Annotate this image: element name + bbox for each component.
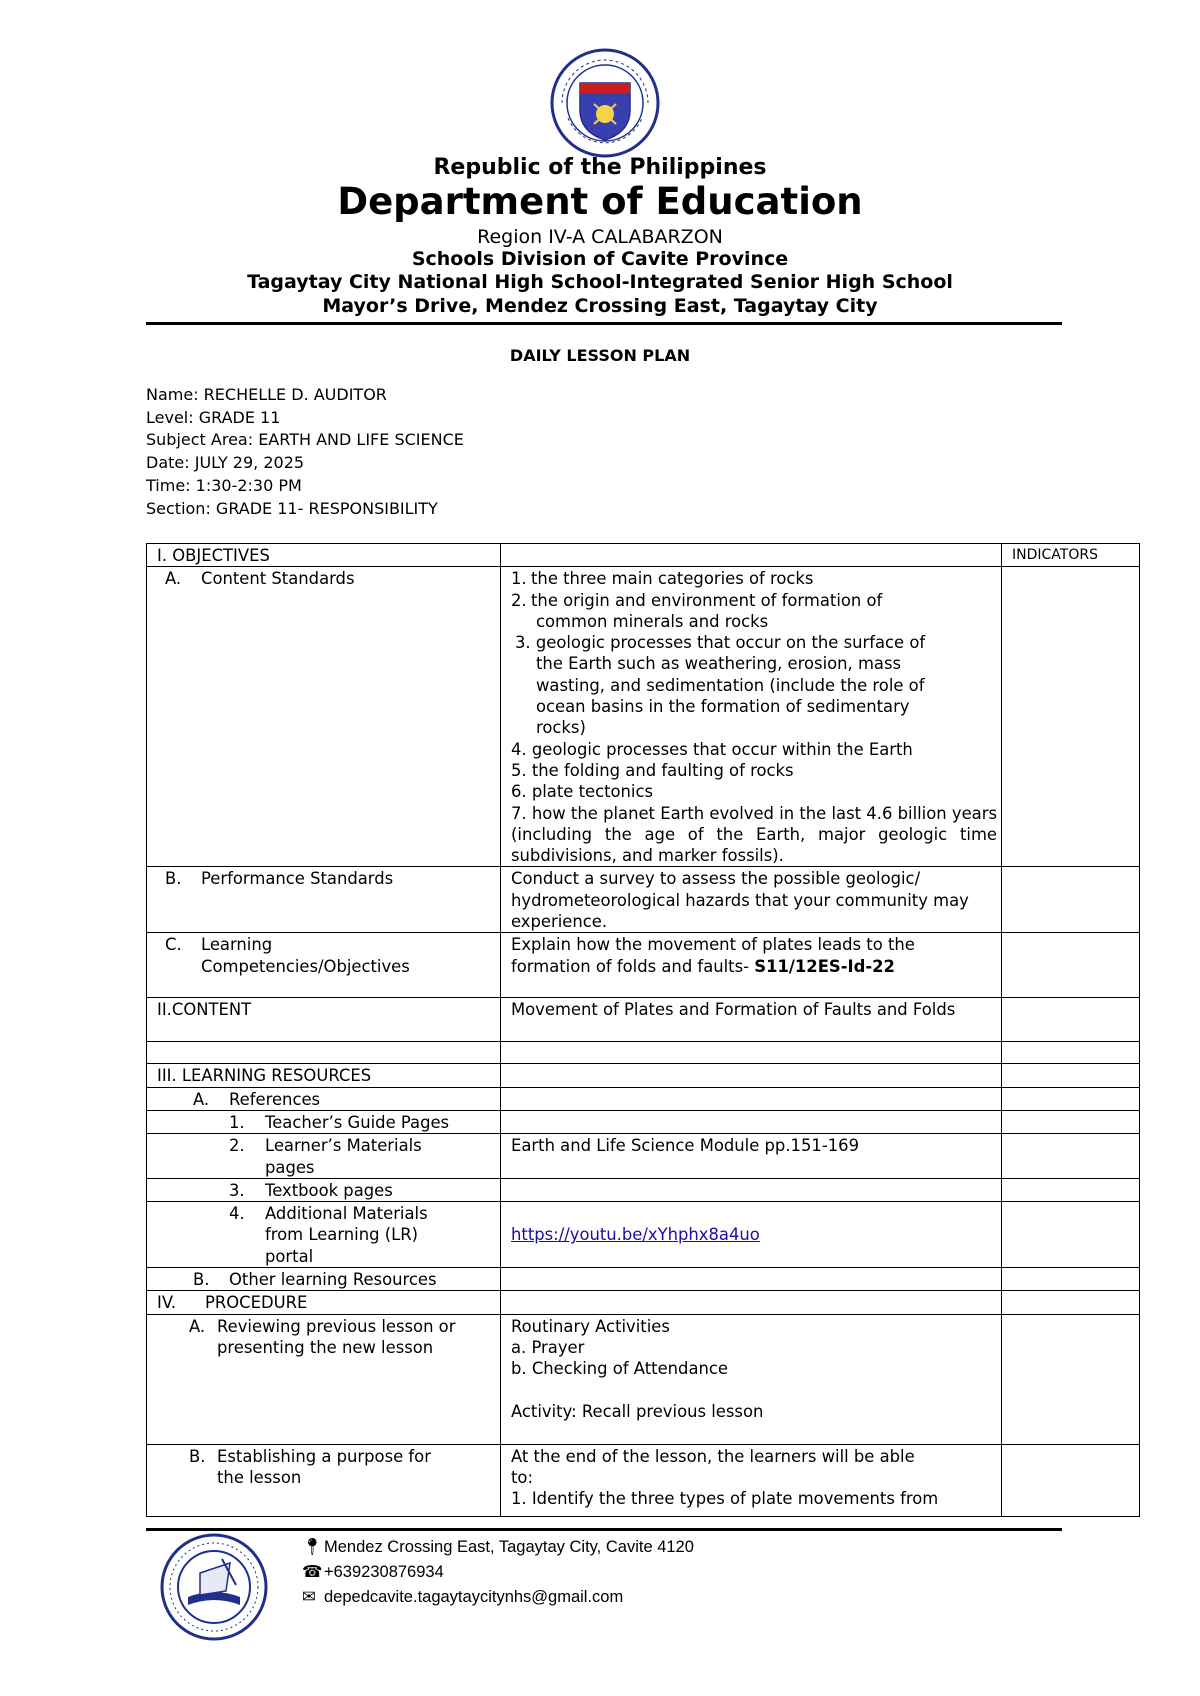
table-row (147, 544, 1140, 567)
lm-value: Earth and Life Science Module pp.151-169 (501, 1134, 1002, 1179)
header-division: Schools Division of Cavite Province (411, 248, 789, 270)
resources-label: III. LEARNING RESOURCES (147, 1064, 501, 1087)
textbook-label: Textbook pages (265, 1180, 393, 1200)
tg-label: Teacher’s Guide Pages (265, 1112, 450, 1132)
info-date: Date: JULY 29, 2025 (146, 453, 305, 473)
location-pin-icon: 📍︎ (302, 1538, 323, 1556)
teacher-info (146, 384, 464, 520)
email-icon: ✉ (302, 1588, 316, 1606)
purpose-label: Establishing a purpose for (217, 1446, 431, 1466)
purpose-objectives: At the end of the lesson, the learners will be able to: 1. Identify the three types of plate movements from (501, 1444, 1002, 1516)
header-divider (146, 322, 1062, 325)
header-address: Mayor’s Drive, Mendez Crossing East, Tagaytay City (322, 295, 878, 317)
table-row: A. Reviewing previous lesson or presenting the new lesson Routinary Activities a. Prayer b. Checking of Attendance Activity: Recall previous lesson (147, 1314, 1140, 1444)
footer-contact (302, 1535, 694, 1610)
table-row: A. References (147, 1087, 1140, 1110)
table-row: 2. Learner’s Materials pages Earth and Life Science Module pp.151-169 (147, 1134, 1140, 1179)
document-title: DAILY LESSON PLAN (509, 346, 691, 365)
performance-standards: Conduct a survey to assess the possible geologic/ hydrometeorological hazards that your community may experience. (501, 867, 1002, 933)
info-time: Time: 1:30-2:30 PM (146, 475, 302, 495)
deped-seal-logo (550, 48, 660, 158)
content-standards-label: Content Standards (201, 569, 355, 589)
table-row: C. Learning Competencies/Objectives Explain how the movement of plates leads to the formation of folds and faults- S11/12ES-Id-22 (147, 933, 1140, 998)
info-subject: Subject Area: EARTH AND LIFE SCIENCE (146, 430, 464, 450)
additional-label: Additional Materials (265, 1204, 428, 1224)
table-row: B. Establishing a purpose for the lesson At the end of the lesson, the learners will be able to: 1. Identify the three types of plate movements from (147, 1444, 1140, 1516)
table-row: IV. PROCEDURE (147, 1291, 1140, 1314)
table-row: A. Content Standards 1. the three main categories of rocks 2. the origin and environment of formation of common minerals and rocks 3. geologic processes that occur on the surface of the Earth such as weathering, erosion, mass wasting, and sedimentation (include the role of ocean basins in the formation of sedimentary rocks) 4. geologic processes that occur within the Earth 5. the folding and faulting of rocks 6. plate tectonics 7. how the planet Earth evolved in the last 4.6 billion years (including the age of the Earth, major geologic time subdivisions, and marker fossils). (147, 567, 1140, 867)
header-region: Region IV-A CALABARZON (477, 226, 723, 248)
footer-phone: +639230876934 (324, 1563, 444, 1581)
footer-email[interactable]: depedcavite.tagaytaycitynhs@gmail.com (324, 1588, 624, 1606)
footer-divider (146, 1528, 1062, 1531)
table-row: 1. Teacher’s Guide Pages (147, 1110, 1140, 1133)
objectives-heading: I. OBJECTIVES (147, 544, 501, 567)
content-value: Movement of Plates and Formation of Faults and Folds (501, 998, 1002, 1042)
content-label: II.CONTENT (147, 998, 501, 1042)
table-row: 4. Additional Materials from Learning (LR) portal https://youtu.be/xYhphx8a4uo (147, 1202, 1140, 1268)
table-row (147, 1042, 1140, 1064)
other-resources-label: Other learning Resources (229, 1270, 437, 1290)
procedure-label: PROCEDURE (205, 1293, 308, 1313)
competencies-label: Learning (201, 935, 273, 955)
lesson-plan-table (146, 543, 1140, 1517)
header-republic: Republic of the Philippines (433, 155, 767, 180)
phone-icon: ☎ (302, 1563, 323, 1581)
header-department: Department of Education (337, 180, 863, 223)
footer-address: Mendez Crossing East, Tagaytay City, Cavite 4120 (324, 1538, 694, 1556)
table-row (147, 998, 1140, 1042)
performance-label: Performance Standards (201, 869, 394, 889)
table-row: B. Other learning Resources (147, 1268, 1140, 1291)
review-label: Reviewing previous lesson or (217, 1316, 456, 1336)
info-name: Name: RECHELLE D. AUDITOR (146, 385, 387, 404)
table-row (147, 1064, 1140, 1087)
lr-portal-link[interactable]: https://youtu.be/xYhphx8a4uo (511, 1225, 760, 1245)
table-row: 3. Textbook pages (147, 1178, 1140, 1201)
header-school: Tagaytay City National High School-Integrated Senior High School (247, 271, 953, 293)
lm-label: Learner’s Materials (265, 1136, 422, 1156)
learning-competencies: Explain how the movement of plates leads to the formation of folds and faults- S11/12ES-Id-22 (501, 933, 1002, 998)
table-row: B. Performance Standards Conduct a survey to assess the possible geologic/ hydrometeorological hazards that your community may experience. (147, 867, 1140, 933)
references-label: References (229, 1089, 321, 1109)
school-seal-logo (160, 1533, 268, 1641)
info-level: Level: GRADE 11 (146, 407, 281, 427)
review-activities: Routinary Activities a. Prayer b. Checking of Attendance Activity: Recall previous lesson (501, 1314, 1002, 1444)
info-section: Section: GRADE 11- RESPONSIBILITY (146, 498, 438, 518)
content-standards-list: 1. the three main categories of rocks 2. the origin and environment of formation of common minerals and rocks 3. geologic processes that occur on the surface of the Earth such as weathering, erosion, mass wasting, and sedimentation (include the role of ocean basins in the formation of sedimentary rocks) 4. geologic processes that occur within the Earth 5. the folding and faulting of rocks 6. plate tectonics 7. how the planet Earth evolved in the last 4.6 billion years (including the age of the Earth, major geologic time subdivisions, and marker fossils). (501, 567, 1002, 867)
competency-code: S11/12ES-Id-22 (754, 956, 895, 976)
indicators-heading: INDICATORS (1002, 544, 1140, 567)
